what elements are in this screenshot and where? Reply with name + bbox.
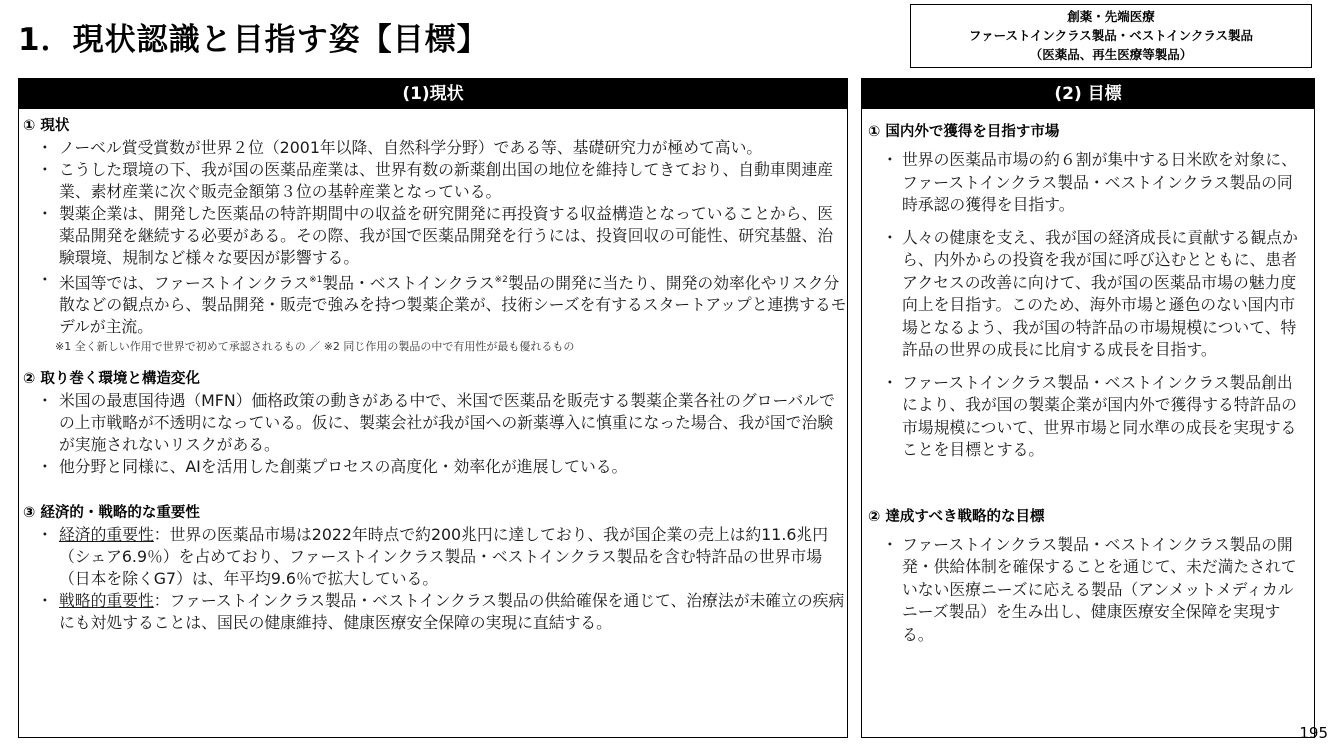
current-status-panel (18, 78, 848, 738)
section-heading-target-market: ① 国内外で獲得を目指す市場 (868, 124, 1060, 140)
bullet-text: 製品の開発に当たり、開発の効率化やリスク分散などの観点から、製品開発・販売で強みを持つ製薬企業が、技術シーズを有するスタートアップと連携するモデルが主流。 (59, 273, 847, 337)
bullet-text: ：世界の医薬品市場は2022年時点で約200兆円に達しており、我が国企業の売上は約11.6兆円（シェア6.9％）を占めており、ファーストインクラス製品・ベストインクラス製品を含む特許品の世界市場（日本を除くG7）は、年平均9.6％で拡大している。 (59, 525, 829, 589)
section-heading-current: ① 現状 (23, 118, 70, 134)
bullet-text: 製品・ベストインクラス (322, 273, 495, 293)
goals-header: (2) 目標 (862, 79, 1314, 109)
section-heading-environment: ② 取り巻く環境と構造変化 (23, 371, 200, 388)
bullet-item: ・ ノーベル賞受賞数が世界２位（2001年以降、自然科学分野）である等、基礎研究力が極めて高い。 (23, 137, 847, 159)
bullet-item (23, 524, 847, 590)
bullet-item: ・ ファーストインクラス製品・ベストインクラス製品創出により、我が国の製薬企業が国内外で獲得する特許品の市場規模について、世界市場と同水準の成長を実現することを目標とする。 (868, 372, 1306, 462)
current-status-header: (1)現状 (19, 79, 847, 109)
section-heading-strategic-goal: ② 達成すべき戦略的な目標 (868, 508, 1045, 525)
footnote-marker-1: ※1 (309, 275, 323, 285)
footnote: ※1 全く新しい作用で世界で初めて承認されるもの ／ ※2 同じ作用の製品の中で有用性が最も優れるもの (55, 340, 575, 354)
economic-importance-label: 経済的重要性 (59, 525, 154, 545)
bullet-item: ・ 米国の最恵国待遇（MFN）価格政策の動きがある中で、米国で医薬品を販売する製薬企業各社のグローバルでの上市戦略が不透明になっている。仮に、製薬会社が我が国への新薬導入に慎重になった場合、我が国で治験が実施されないリスクがある。 (23, 390, 847, 456)
section-heading-importance: ③ 経済的・戦略的な重要性 (23, 505, 200, 522)
category-line-2: ファーストインクラス製品・ベストインクラス製品 (968, 28, 1254, 43)
footnote-marker-2: ※2 (494, 275, 508, 285)
bullet-item: ・ ファーストインクラス製品・ベストインクラス製品の開発・供給体制を確保することを通じて、未だ満たされていない医療ニーズに応える製品（アンメットメディカルニーズ製品）を生み出し、健康医療安全保障を実現する。 (868, 534, 1306, 647)
goals-panel (861, 78, 1315, 738)
bullet-text: 米国等では、ファーストインクラス (59, 273, 310, 293)
bullet-item (23, 590, 847, 634)
page-title: 1．現状認識と目指す姿【目標】 (18, 22, 489, 58)
strategic-importance-label: 戦略的重要性 (59, 591, 154, 611)
category-line-3: （医薬品、再生医療等製品） (1029, 47, 1193, 62)
bullet-item: ・ 人々の健康を支え、我が国の経済成長に貢献する観点から、内外からの投資を我が国に呼び込むとともに、患者アクセスの改善に向けて、我が国の医薬品市場の魅力度向上を目指す。このため、海外市場と遜色のない国内市場となるよう、我が国の特許品の市場規模について、特許品の世界の成長に比肩する成長を目指す。 (868, 227, 1306, 362)
bullet-item: ・ 世界の医薬品市場の約６割が集中する日米欧を対象に、ファーストインクラス製品・ベストインクラス製品の同時承認の獲得を目指す。 (868, 149, 1306, 217)
category-box (910, 4, 1312, 68)
bullet-item: ・ こうした環境の下、我が国の医薬品産業は、世界有数の新薬創出国の地位を維持してきており、自動車関連産業、素材産業に次ぐ販売金額第３位の基幹産業となっている。 (23, 159, 847, 203)
page-number: 195 (1299, 724, 1328, 742)
bullet-item: ・ 他分野と同様に、AIを活用した創薬プロセスの高度化・効率化が進展している。 (23, 456, 847, 478)
bullet-text: ：ファーストインクラス製品・ベストインクラス製品の供給確保を通じて、治療法が未確立の疾病にも対処することは、国民の健康維持、健康医療安全保障の実現に直結する。 (59, 591, 845, 633)
category-line-1: 創薬・先端医療 (1067, 9, 1155, 24)
bullet-item: ・ 製薬企業は、開発した医薬品の特許期間中の収益を研究開発に再投資する収益構造となっていることから、医薬品開発を継続する必要がある。その際、我が国で医薬品開発を行うには、投資回収の可能性、研究基盤、治験環境、規制など様々な要因が影響する。 (23, 203, 847, 269)
bullet-item (23, 269, 847, 338)
